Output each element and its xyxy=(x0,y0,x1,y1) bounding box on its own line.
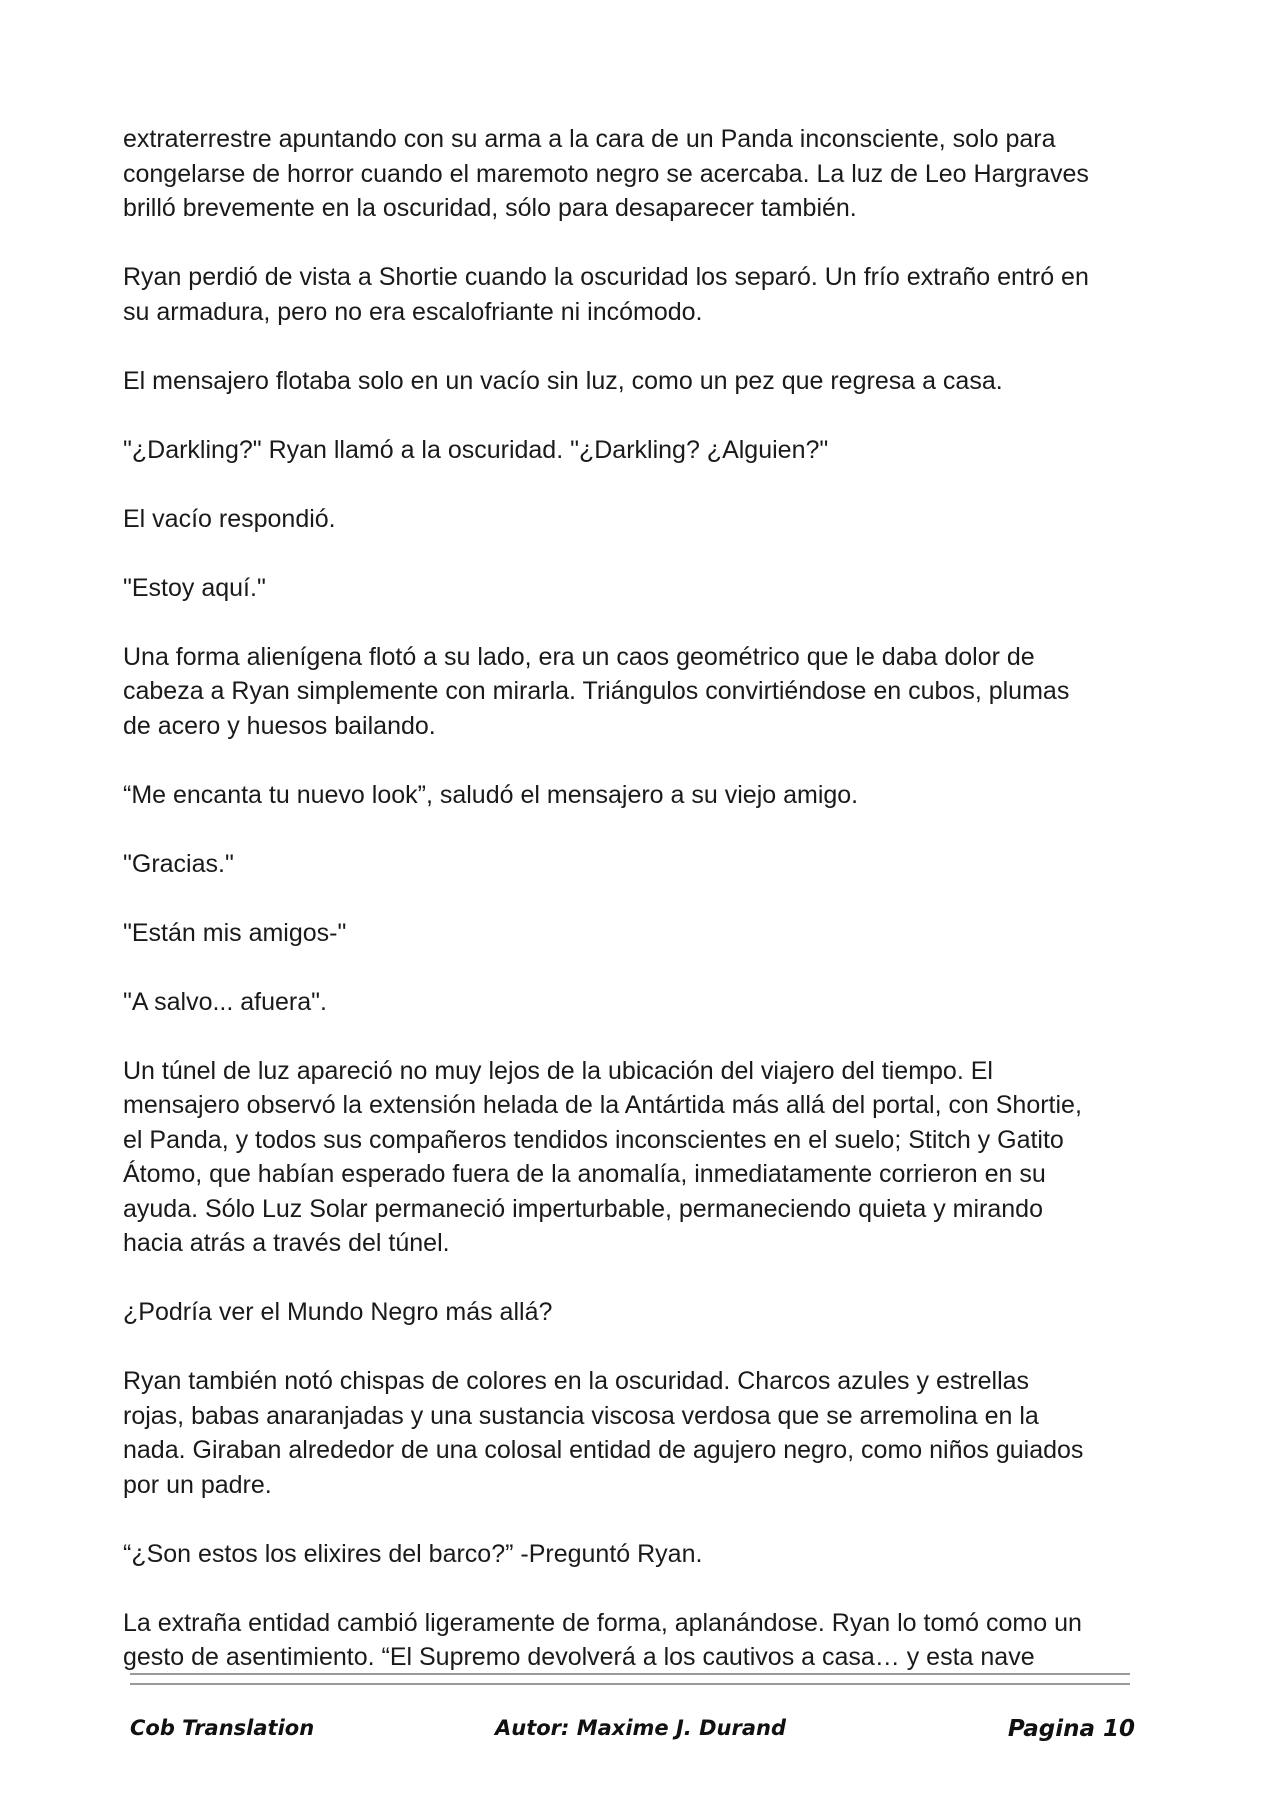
paragraph-10: "Están mis amigos-" xyxy=(123,918,347,947)
footer-rule-bottom xyxy=(130,1683,1130,1685)
paragraph-7: Una forma alienígena flotó a su lado, era un caos geométrico que le daba dolor de cabeza a Ryan simplemente con mirarla. Triángulos convirtiéndose en cubos, plumas de acero y huesos bailando. xyxy=(123,642,1070,740)
footer-author: Autor: Maxime J. Durand xyxy=(495,1716,786,1740)
footer-page-number: Pagina 10 xyxy=(1007,1716,1135,1742)
paragraph-8: “Me encanta tu nuevo look”, saludó el mensajero a su viejo amigo. xyxy=(123,780,859,809)
paragraph-6: "Estoy aquí." xyxy=(123,573,266,602)
paragraph-15: “¿Son estos los elixires del barco?” -Preguntó Ryan. xyxy=(123,1539,703,1568)
page-body xyxy=(123,122,1163,1709)
paragraph-1: extraterrestre apuntando con su arma a la cara de un Panda inconsciente, solo para congelarse de horror cuando el maremoto negro se acercaba. La luz de Leo Hargraves brilló brevemente en la oscuridad, sólo para desaparecer también. xyxy=(123,125,1089,222)
paragraph-11: "A salvo... afuera". xyxy=(123,987,327,1016)
paragraph-4: "¿Darkling?" Ryan llamó a la oscuridad. "¿Darkling? ¿Alguien?" xyxy=(123,435,829,464)
footer-divider xyxy=(130,1673,1130,1693)
paragraph-2: Ryan perdió de vista a Shortie cuando la oscuridad los separó. Un frío extraño entró en su armadura, pero no era escalofriante ni incómodo. xyxy=(123,263,1089,326)
page-footer xyxy=(130,1716,1135,1750)
paragraph-14: Ryan también notó chispas de colores en la oscuridad. Charcos azules y estrellas rojas, babas anaranjadas y una sustancia viscosa verdosa que se arremolina en la nada. Giraban alrededor de una colosal entidad de agujero negro, como niños guiados por un padre. xyxy=(123,1367,1084,1499)
paragraph-16: La extraña entidad cambió ligeramente de forma, aplanándose. Ryan lo tomó como un gesto de asentimiento. “El Supremo devolverá a los cautivos a casa… y esta nave xyxy=(123,1608,1082,1671)
footer-translator: Cob Translation xyxy=(130,1716,315,1740)
paragraph-3: El mensajero flotaba solo en un vacío sin luz, como un pez que regresa a casa. xyxy=(123,366,1003,395)
footer-rule-top xyxy=(130,1673,1130,1675)
paragraph-5: El vacío respondió. xyxy=(123,504,336,533)
paragraph-12: Un túnel de luz apareció no muy lejos de la ubicación del viajero del tiempo. El mensajero observó la extensión helada de la Antártida más allá del portal, con Shortie, el Panda, y todos sus compañeros tendidos inconscientes en el suelo; Stitch y Gatito Átomo, que habían esperado fuera de la anomalía, inmediatamente corrieron en su ayuda. Sólo Luz Solar permaneció imperturbable, permaneciendo quieta y mirando hacia atrás a través del túnel. xyxy=(123,1056,1082,1257)
paragraph-13: ¿Podría ver el Mundo Negro más allá? xyxy=(123,1298,553,1326)
paragraph-9: "Gracias." xyxy=(123,849,234,878)
